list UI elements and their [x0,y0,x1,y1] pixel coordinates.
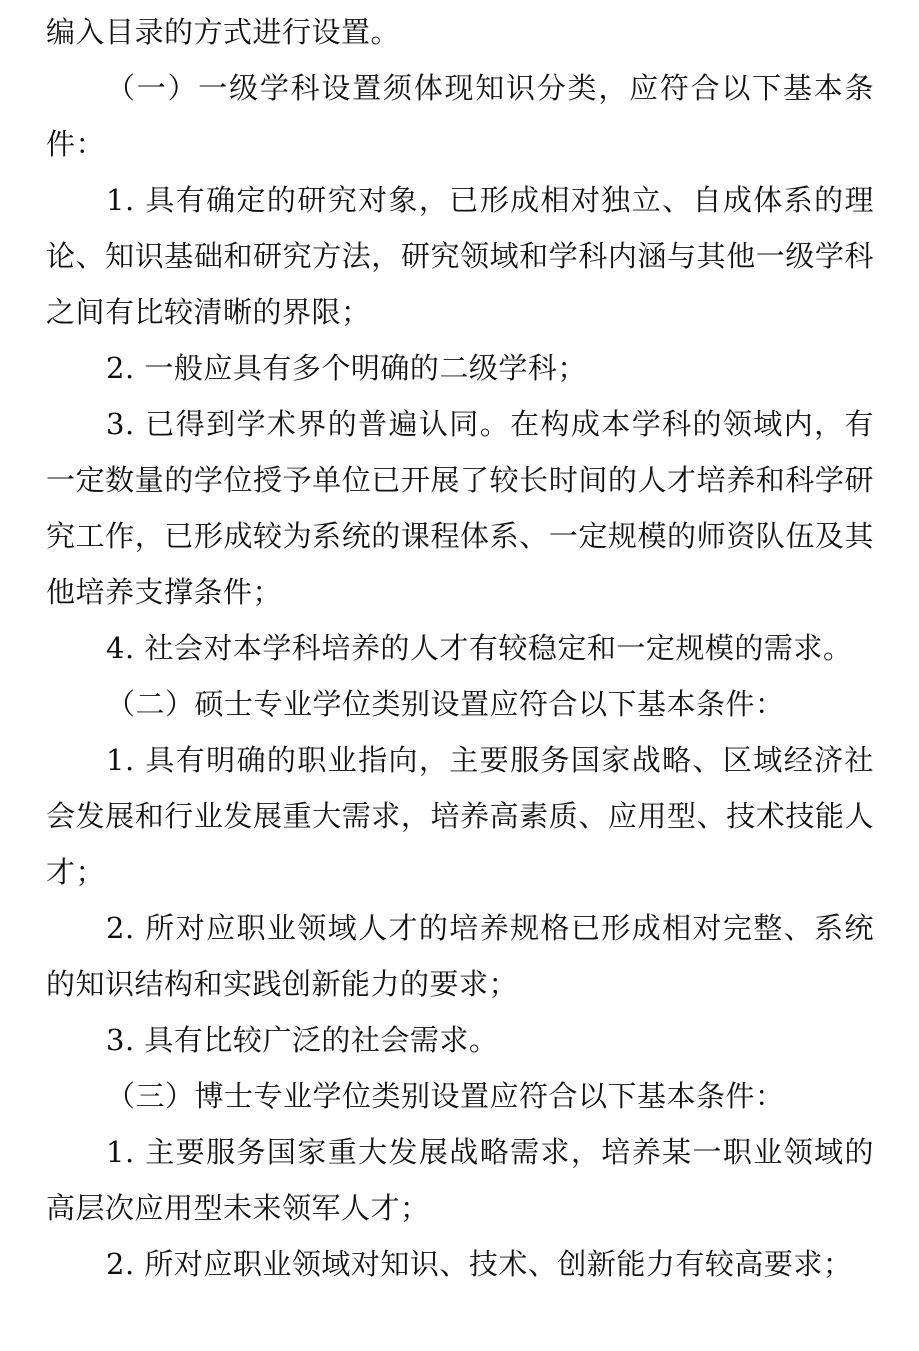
list-item: 2. 一般应具有多个明确的二级学科； [106,351,587,385]
section-heading-1: （一）一级学科设置须体现知识分类，应符合以下基本条件： [46,71,874,161]
list-item: 2. 所对应职业领域人才的培养规格已形成相对完整、系统的知识结构和实践创新能力的要求； [46,911,874,1001]
document-body [46,4,874,1292]
list-item: 2. 所对应职业领域对知识、技术、创新能力有较高要求； [106,1247,853,1281]
list-item: 1. 主要服务国家重大发展战略需求，培养某一职业领域的高层次应用型未来领军人才； [46,1135,874,1225]
list-item: 3. 已得到学术界的普遍认同。在构成本学科的领域内，有一定数量的学位授予单位已开展了较长时间的人才培养和科学研究工作，已形成较为系统的课程体系、一定规模的师资队伍及其他培养支撑条件； [46,407,874,609]
list-item: 4. 社会对本学科培养的人才有较稳定和一定规模的需求。 [106,631,853,665]
list-item: 3. 具有比较广泛的社会需求。 [106,1023,499,1057]
list-item: 1. 具有确定的研究对象，已形成相对独立、自成体系的理论、知识基础和研究方法，研究领域和学科内涵与其他一级学科之间有比较清晰的界限； [46,183,874,329]
list-item: 1. 具有明确的职业指向，主要服务国家战略、区域经济社会发展和行业发展重大需求，培养高素质、应用型、技术技能人才； [46,743,874,889]
paragraph-continuation: 编入目录的方式进行设置。 [46,15,401,49]
section-heading-2: （二）硕士专业学位类别设置应符合以下基本条件： [106,687,785,721]
section-heading-3: （三）博士专业学位类别设置应符合以下基本条件： [106,1079,785,1113]
